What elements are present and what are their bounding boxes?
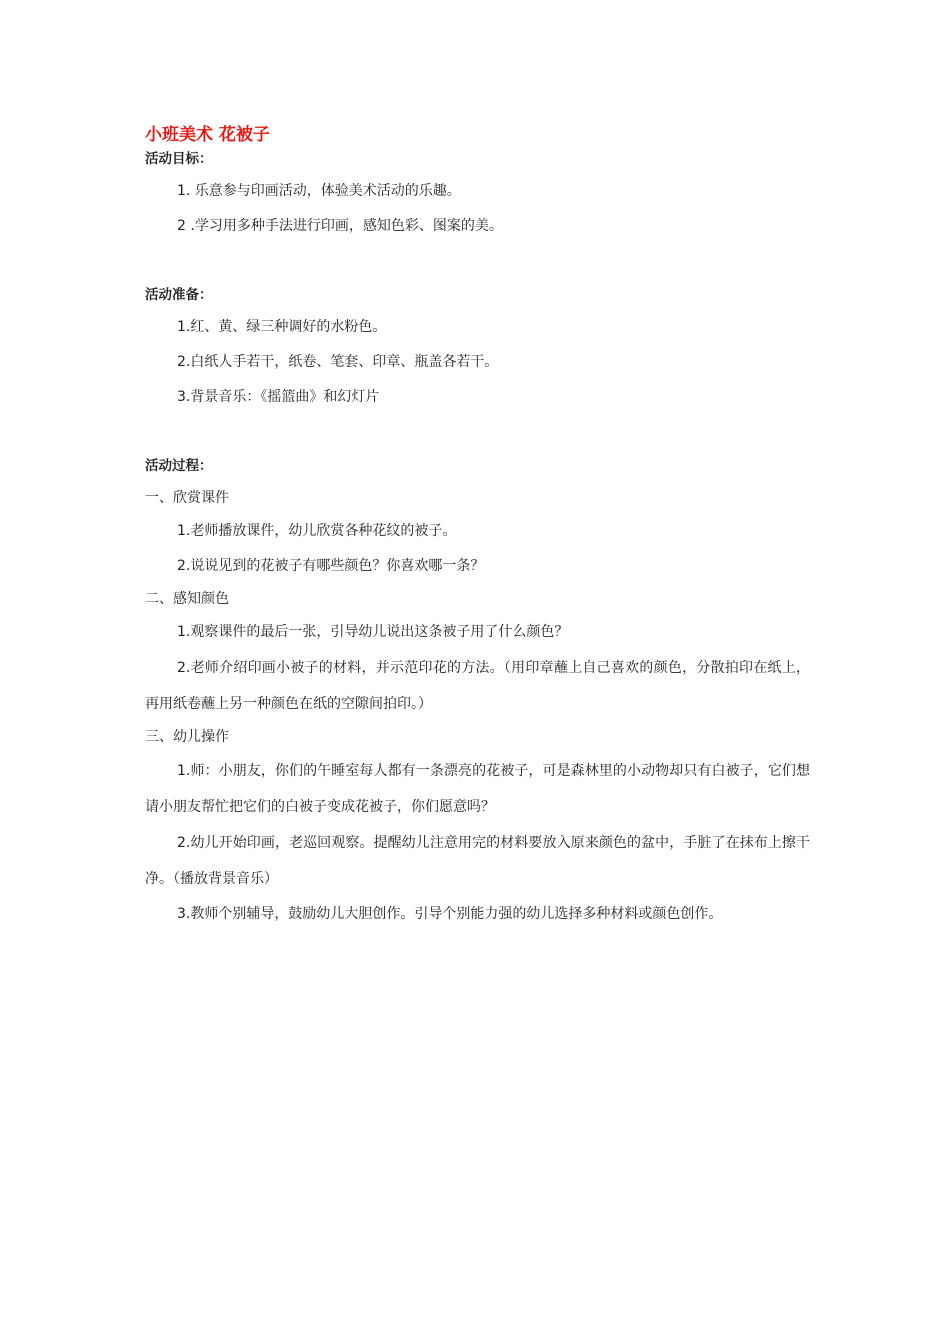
process-part-2 [145, 584, 810, 722]
prep-item: 3.背景音乐：《摇篮曲》和幻灯片 [177, 389, 380, 405]
prep-list [145, 310, 810, 415]
page-title: 小班美术 花被子 [145, 125, 270, 145]
process-part-3 [145, 722, 810, 932]
document-page [145, 122, 810, 932]
part-label: 三、幼儿操作 [145, 729, 229, 745]
process-item: 2.老师介绍印画小被子的材料，并示范印花的方法。（用印章蘸上自己喜欢的颜色，分散拍印在纸上，再用纸卷蘸上另一种颜色在纸的空隙间拍印。） [145, 660, 810, 712]
goals-heading: 活动目标： [145, 151, 213, 167]
process-item: 2.说说见到的花被子有哪些颜色？你喜欢哪一条？ [177, 558, 485, 574]
goals-list [145, 174, 810, 244]
process-item: 2.幼儿开始印画，老巡回观察。提醒幼儿注意用完的材料要放入原来颜色的盆中，手脏了在抹布上擦干净。（播放背景音乐） [145, 835, 810, 887]
prep-heading: 活动准备： [145, 287, 213, 303]
process-item: 1.师：小朋友，你们的午睡室每人都有一条漂亮的花被子，可是森林里的小动物却只有白被子，它们想请小朋友帮忙把它们的白被子变成花被子，你们愿意吗？ [145, 763, 810, 815]
goal-item: 2 .学习用多种手法进行印画，感知色彩、图案的美。 [177, 218, 503, 234]
part-label: 二、感知颜色 [145, 591, 229, 607]
goal-item: 1. 乐意参与印画活动，体验美术活动的乐趣。 [177, 183, 461, 199]
prep-item: 1.红、黄、绿三种调好的水粉色。 [177, 319, 387, 335]
part-label: 一、欣赏课件 [145, 490, 229, 506]
process-item: 1.老师播放课件，幼儿欣赏各种花纹的被子。 [177, 523, 457, 539]
process-item: 1.观察课件的最后一张，引导幼儿说出这条被子用了什么颜色？ [177, 624, 569, 640]
process-part-1 [145, 483, 810, 584]
prep-item: 2.白纸人手若干，纸卷、笔套、印章、瓶盖各若干。 [177, 354, 499, 370]
process-item: 3.教师个别辅导，鼓励幼儿大胆创作。引导个别能力强的幼儿选择多种材料或颜色创作。 [177, 906, 723, 922]
process-heading: 活动过程： [145, 458, 213, 474]
